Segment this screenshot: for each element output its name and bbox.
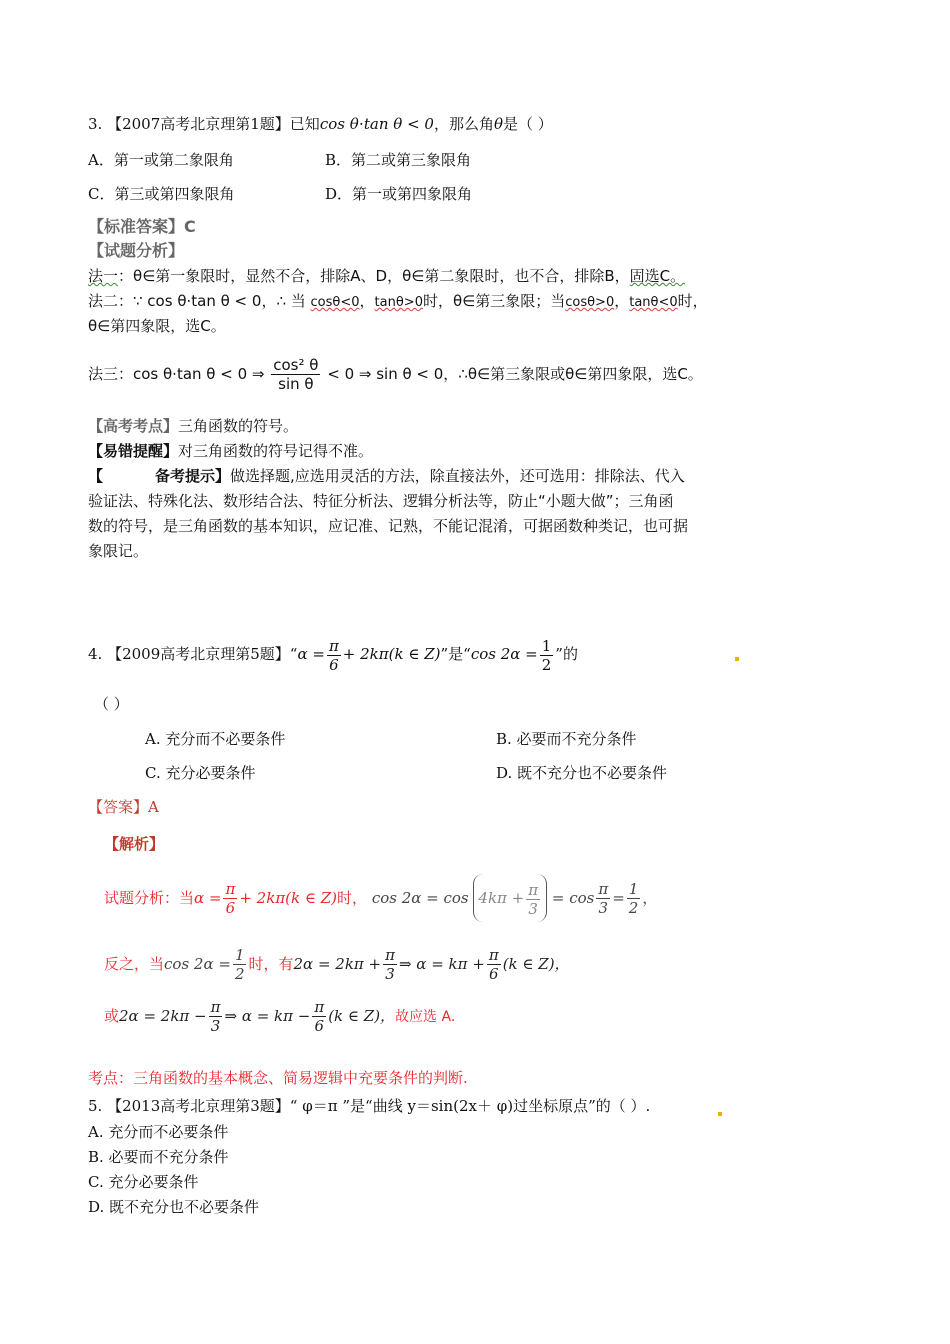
q4-s3-c: (k ∈ Z)， [328, 1007, 396, 1025]
q4-s3-b: ⇒ α = kπ − [224, 1007, 311, 1025]
q4-s2-d: ⇒ α = kπ + [398, 955, 485, 973]
q4-suffix: ”的 [555, 645, 578, 663]
q4-s2-pi2: π [488, 946, 499, 964]
q4-s2-six: 6 [488, 965, 499, 983]
q4-s2-frac3 [487, 946, 501, 983]
q4-s1-paren [473, 874, 547, 922]
q3-m3-a: 法三：cos θ⋅tan θ < 0 ⇒ [88, 365, 265, 383]
q3-method-1 [88, 266, 685, 286]
q3-prep-label: 备考提示】 [155, 467, 231, 485]
q3-error-tip-text: 对三角函数的符号记得不准。 [178, 442, 374, 460]
q3-prep-bracket: 【 [88, 467, 104, 485]
q3-m3-b: < 0 ⇒ sin θ < 0，∴θ∈第三象限或θ∈第四象限，选C。 [327, 365, 703, 383]
q3-m1-end: 固选C。 [629, 267, 686, 285]
q4-s3-pi2: π [314, 998, 325, 1016]
q3-m2-b: ， [359, 292, 375, 310]
q5-option-c: C. 充分必要条件 [88, 1173, 199, 1191]
q4-s1-h: ， [642, 889, 658, 907]
q4-option-a: A. 充分而不必要条件 [145, 730, 286, 748]
q3-key-point [88, 416, 298, 436]
q4-s1-frac4 [627, 880, 641, 917]
yellow-dot-mark-2 [718, 1112, 722, 1116]
q4-s1-frac [223, 880, 237, 917]
q3-m2-a: 法二：∵ cos θ⋅tan θ < 0，∴ 当 [88, 292, 306, 310]
q4-s1-two: 2 [628, 899, 639, 917]
q4-s2-frac2 [383, 946, 397, 983]
q3-m2-d: ， [614, 292, 630, 310]
q3-option-d: D．第一或第四象限角 [325, 185, 473, 203]
q5-option-a: A. 充分而不必要条件 [88, 1123, 229, 1141]
q4-s1-a: α = [194, 889, 222, 907]
q3-method-3 [88, 352, 703, 396]
q4-s1-three2: 3 [598, 899, 609, 917]
q4-s1-three: 3 [528, 899, 538, 918]
q3-error-tip-label: 【易错提醒】 [88, 442, 179, 460]
q4-s2-three: 3 [385, 965, 395, 983]
q4-solution-line3 [104, 992, 455, 1041]
q4-paren: （ ） [94, 695, 129, 713]
q3-m2-w1: cosθ<0 [310, 295, 360, 310]
q3-prep-tip-line4: 象限记。 [88, 542, 149, 560]
q3-key-point-text: 三角函数的符号。 [178, 417, 299, 435]
q4-s2-c: 2α = 2kπ + [293, 955, 382, 973]
q4-s1-pi: π [225, 880, 236, 898]
q4-s1-g: = [612, 889, 625, 907]
q3-m1-label: 法一 [88, 267, 119, 285]
q4-pi: π [328, 636, 339, 655]
q4-s1-frac2 [526, 881, 540, 918]
q3-expr: cos θ⋅tan θ < 0 [319, 115, 434, 133]
q4-prefix: 4. 【2009高考北京理第5题】“ [88, 645, 298, 663]
q4-s1-f: = cos [551, 889, 595, 907]
q3-suffix: 是（ ） [503, 115, 553, 133]
q4-two: 2 [541, 655, 552, 674]
q4-pi-over-6 [327, 637, 341, 674]
q3-option-b: B．第二或第三象限角 [325, 151, 472, 169]
q4-s3-three: 3 [210, 1017, 221, 1035]
q4-cos: cos 2α = [470, 645, 538, 663]
q3-prefix: 3. 【2007高考北京理第1题】已知 [88, 115, 320, 133]
q4-s2-label: 反之，当 [104, 955, 165, 973]
yellow-dot-mark [735, 657, 739, 661]
q4-solution-line2 [104, 940, 570, 988]
q4-one-half [540, 637, 554, 674]
q3-var: θ [493, 115, 503, 133]
q4-s2-frac [233, 946, 247, 983]
q3-method-2 [88, 291, 708, 313]
q3-m2-w2: tanθ>0 [374, 295, 423, 310]
q4-one: 1 [541, 636, 552, 655]
q3-analysis-label: 【试题分析】 [88, 241, 185, 260]
q3-m2-w3: cosθ>0 [565, 295, 615, 310]
q4-s1-pi3: π [598, 880, 609, 898]
q5-stem: 5. 【2013高考北京理第3题】“ φ＝π ”是“曲线 y＝sin(2x＋ φ)过坐标原点”的（ ）. [88, 1097, 651, 1115]
q3-error-tip [88, 441, 373, 461]
q3-key-point-label: 【高考考点】 [88, 417, 179, 435]
q5-option-b: B. 必要而不充分条件 [88, 1148, 229, 1166]
q3-m2-c: 时，θ∈第三象限；当 [422, 292, 566, 310]
q4-s1-pi2: π [528, 880, 539, 899]
q4-s1-b: + 2kπ(k ∈ Z) [239, 889, 338, 907]
q4-s1-one: 1 [628, 880, 639, 898]
q4-s3-frac2 [312, 998, 326, 1035]
q3-m1-text: ：θ∈第一象限时，显然不合，排除A、D，θ∈第二象限时，也不合，排除B， [118, 267, 630, 285]
q3-option-a: A．第一或第二象限角 [88, 151, 234, 169]
q4-s1-six: 6 [225, 899, 236, 917]
q3-stem [88, 114, 553, 134]
q4-s1-d: cos 2α = cos [371, 889, 469, 907]
q4-s1-c: 时， [337, 889, 368, 907]
q4-alpha-eq: α = [297, 645, 325, 663]
q3-m3-fraction [271, 356, 320, 393]
q3-mid: ，那么角 [433, 115, 494, 133]
q4-s2-one: 1 [234, 946, 245, 964]
q4-s3-d: 故应选 A. [395, 1009, 456, 1025]
q3-option-c: C．第三或第四象限角 [88, 185, 235, 203]
q3-m3-num: cos² θ [273, 356, 319, 374]
q4-option-b: B. 必要而不充分条件 [496, 730, 637, 748]
q4-option-c: C. 充分必要条件 [145, 764, 256, 782]
q3-m2-e: 时， [677, 292, 708, 310]
q4-solution-label: 【解析】 [104, 835, 165, 853]
q4-s2-e: (k ∈ Z)， [502, 955, 570, 973]
q4-plus: + 2kπ(k ∈ Z) [342, 645, 441, 663]
q4-key-point: 考点：三角函数的基本概念、简易逻辑中充要条件的判断. [88, 1069, 468, 1087]
q3-answer: 【标准答案】C [88, 217, 196, 236]
q3-prep-tip-line3: 数的符号，是三角函数的基本知识，应记准、记熟，不能记混淆，可据函数种类记，也可据 [88, 517, 689, 535]
q4-s2-pi: π [385, 946, 395, 964]
q4-s3-frac [209, 998, 223, 1035]
q3-prep-tip-line1 [88, 466, 685, 486]
q4-s2-two: 2 [234, 965, 245, 983]
q4-solution-line1 [104, 874, 657, 922]
q3-method-2-line2: θ∈第四象限，选C。 [88, 317, 226, 335]
q4-stem [88, 632, 578, 676]
q4-mid: ”是“ [440, 645, 471, 663]
q3-m2-w4: tanθ<0 [629, 295, 678, 310]
q4-s1-e: 4kπ + [478, 889, 525, 907]
q4-s1-frac3 [596, 880, 610, 917]
q4-s3-a: 2α = 2kπ − [119, 1007, 207, 1025]
q4-s3-pi: π [210, 998, 221, 1016]
q4-s2-a: cos 2α = [164, 955, 231, 973]
q4-s3-six: 6 [314, 1017, 325, 1035]
q3-m3-den: sin θ [278, 375, 314, 393]
q3-prep-l1: 做选择题,应选用灵活的方法，除直接法外，还可选用：排除法、代入 [230, 467, 685, 485]
q4-answer: 【答案】A [88, 798, 159, 816]
q4-six: 6 [329, 655, 339, 674]
q4-option-d: D. 既不充分也不必要条件 [496, 764, 668, 782]
q4-s1-label: 试题分析：当 [104, 889, 195, 907]
q5-option-d: D. 既不充分也不必要条件 [88, 1198, 260, 1216]
q3-prep-tip-line2: 验证法、特殊化法、数形结合法、特征分析法、逻辑分析法等，防止“小题大做”；三角函 [88, 492, 674, 510]
q4-s3-label: 或 [104, 1007, 120, 1025]
q4-s2-b: 时，有 [248, 955, 294, 973]
